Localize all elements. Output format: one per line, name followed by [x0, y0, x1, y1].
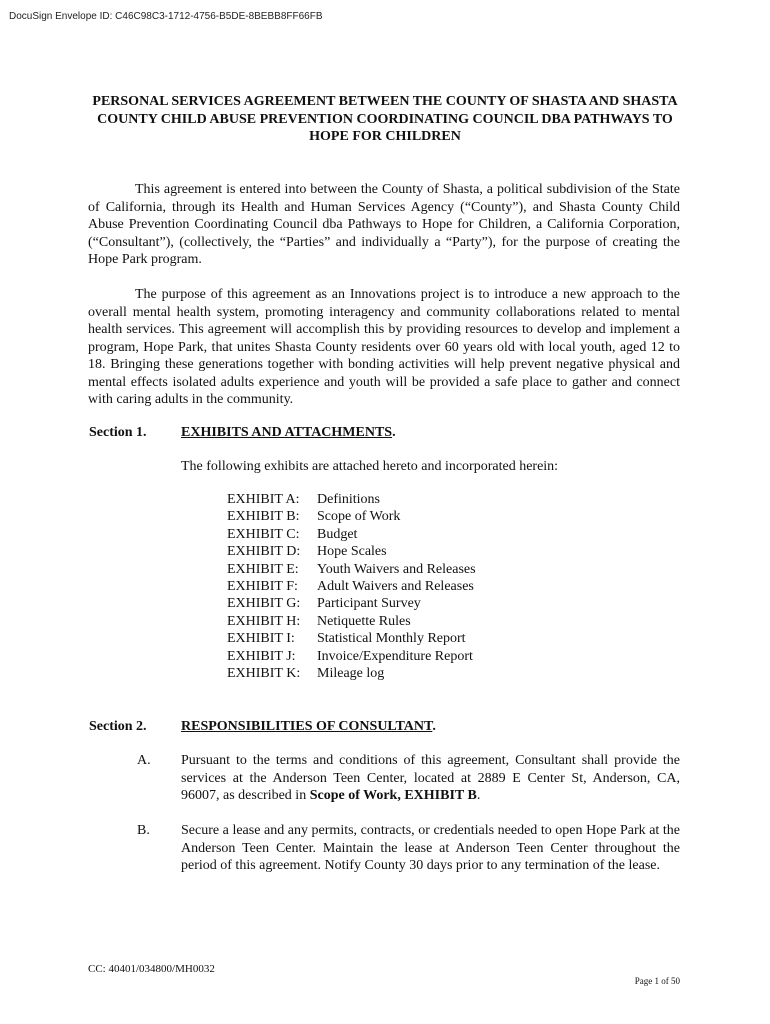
exhibit-label: EXHIBIT B:: [227, 509, 300, 525]
exhibit-row: [227, 508, 476, 525]
exhibit-label: EXHIBIT E:: [227, 561, 299, 577]
exhibit-label: EXHIBIT C:: [227, 526, 300, 542]
exhibit-row: [227, 648, 476, 665]
item-a-letter: A.: [137, 753, 151, 768]
exhibit-name: Budget: [317, 526, 358, 542]
section-1-number: Section 1.: [89, 425, 147, 440]
item-a-exhibit-reference: Scope of Work, EXHIBIT B: [309, 788, 477, 803]
exhibit-name: Scope of Work: [317, 509, 401, 525]
exhibit-name: Adult Waivers and Releases: [317, 578, 474, 594]
exhibit-row: [227, 665, 476, 682]
exhibit-name: Netiquette Rules: [317, 613, 411, 629]
footer-cc-code: CC: 40401/034800/MH0032: [88, 963, 215, 975]
exhibit-label: EXHIBIT I:: [227, 631, 295, 647]
exhibit-name: Participant Survey: [317, 596, 421, 612]
exhibit-label: EXHIBIT A:: [227, 492, 300, 507]
section-2-heading: [181, 718, 436, 735]
exhibit-row: [227, 630, 476, 647]
exhibit-name: Youth Waivers and Releases: [317, 561, 476, 577]
section-2-heading-text: RESPONSIBILITIES OF CONSULTANT: [181, 719, 433, 734]
exhibit-row: [227, 491, 476, 508]
exhibit-name: Hope Scales: [317, 544, 387, 560]
exhibit-name: Statistical Monthly Report: [317, 631, 466, 647]
document-title: PERSONAL SERVICES AGREEMENT BETWEEN THE COUNTY OF SHASTA AND SHASTA COUNTY CHILD ABUSE PREVENTION COORDINATING COUNCIL DBA PATHWAYS TO HOPE FOR CHILDREN: [92, 94, 678, 144]
item-a-text-end: .: [476, 788, 481, 803]
exhibit-list: [227, 491, 476, 682]
exhibit-row: [227, 543, 476, 560]
intro-paragraph: This agreement is entered into between the County of Shasta, a political subdivision of the State of California, through its Health and Human Services Agency (“County”), and Shasta County Child Abuse Prevention Coordinating Council dba Pathways to Hope for Children, a California Corporation, (“Consultant”), (collectively, the “Parties” and individually a “Party”), for the purpose of creating the Hope Park program.: [88, 182, 680, 267]
exhibit-label: EXHIBIT D:: [227, 544, 301, 560]
page-number: Page 1 of 50: [634, 976, 680, 986]
section-1-heading: [181, 424, 396, 441]
exhibit-row: [227, 561, 476, 578]
section-2-heading-period: .: [432, 719, 436, 734]
purpose-paragraph: The purpose of this agreement as an Innovations project is to introduce a new approach to the overall mental health system, promoting interagency and community collaborations related to mental health services. This agreement will accomplish this by providing resources to develop and implement a program, Hope Park, that unites Shasta County residents over 60 years old with local youth, aged 12 to 18. Bringing these generations together with bonding activities will help prevent negative physical and mental effects isolated adults experience and youth will be provided a safe place to gather and connect with caring adults in the community.: [88, 287, 680, 407]
exhibit-label: EXHIBIT J:: [227, 648, 296, 664]
exhibits-intro: The following exhibits are attached hereto and incorporated herein:: [181, 459, 559, 474]
section-1-heading-period: .: [392, 425, 396, 440]
exhibit-label: EXHIBIT F:: [227, 578, 298, 594]
exhibit-label: EXHIBIT K:: [227, 665, 301, 681]
item-b-text: Secure a lease and any permits, contracts, or credentials needed to open Hope Park at the Anderson Teen Center. Maintain the lease at Anderson Teen Center throughout the period of this agreement. Notify County 30 days prior to any termination of the lease.: [181, 823, 680, 873]
item-a-text-body: Pursuant to the terms and conditions of this agreement, Consultant shall provide the services at the Anderson Teen Center, located at 2889 E Center St, Anderson, CA, 96007, as described in: [181, 753, 680, 803]
exhibit-row: [227, 578, 476, 595]
exhibit-label: EXHIBIT G:: [227, 596, 301, 612]
exhibit-name: Mileage log: [317, 665, 385, 681]
item-b-letter: B.: [137, 823, 150, 838]
section-1-heading-text: EXHIBITS AND ATTACHMENTS: [181, 425, 393, 440]
exhibit-label: EXHIBIT H:: [227, 613, 301, 629]
exhibit-row: [227, 595, 476, 612]
section-2-number: Section 2.: [89, 719, 147, 734]
exhibit-row: [227, 526, 476, 543]
exhibit-name: Invoice/Expenditure Report: [317, 648, 473, 664]
docusign-envelope-id: DocuSign Envelope ID: C46C98C3-1712-4756-B5DE-8BEBB8FF66FB: [9, 11, 323, 22]
item-a-text: [181, 752, 680, 805]
exhibit-name: Definitions: [317, 492, 380, 507]
exhibit-row: [227, 613, 476, 630]
